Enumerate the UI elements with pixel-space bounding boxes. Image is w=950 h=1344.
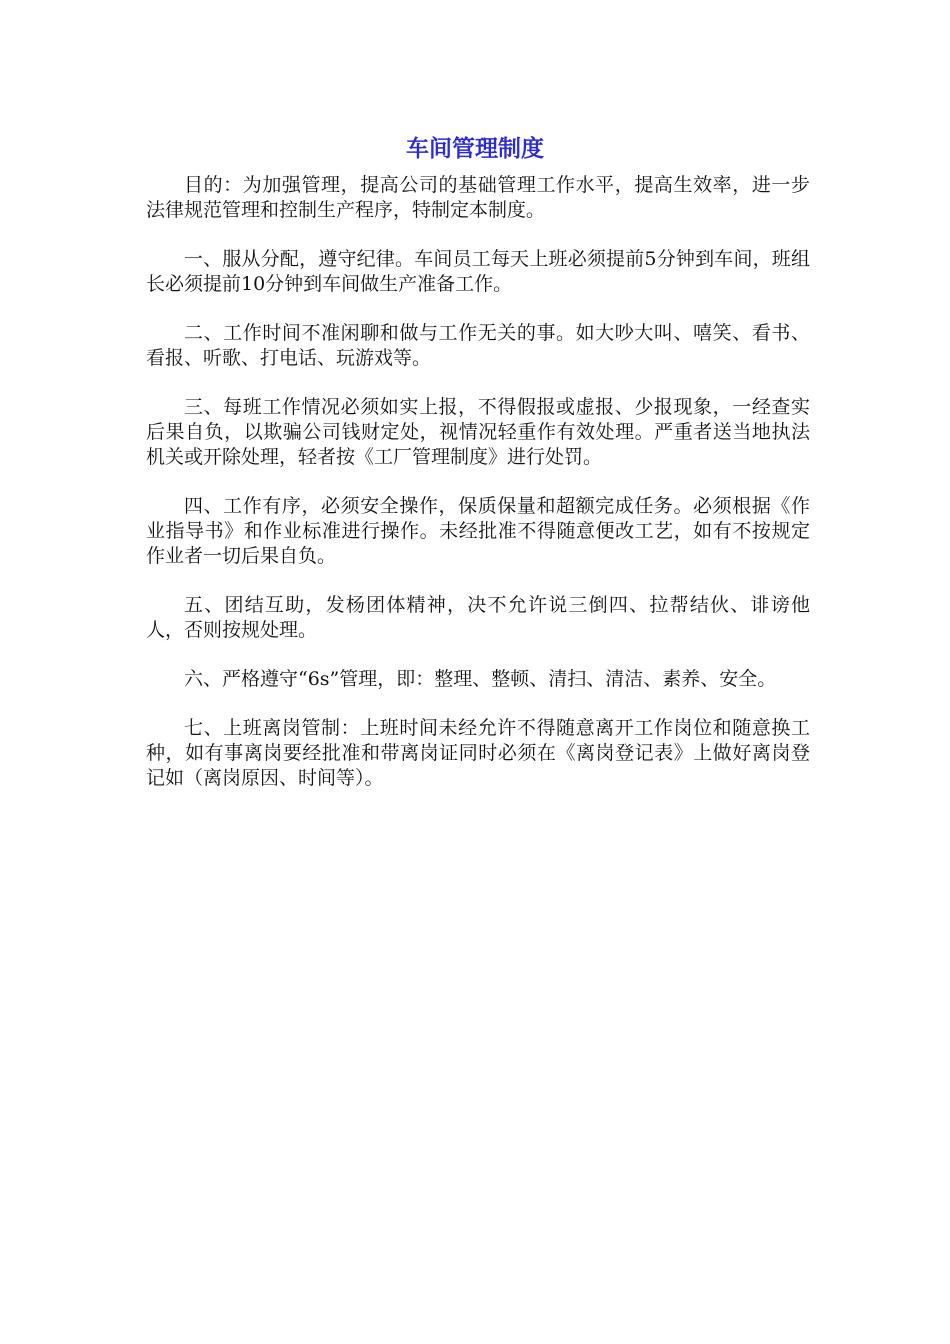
paragraph-rule-7: 七、上班离岗管制：上班时间未经允许不得随意离开工作岗位和随意换工种，如有事离岗要经批准和带离岗证同时必须在《离岗登记表》上做好离岗登记如（离岗原因、时间等）。 xyxy=(146,717,810,789)
document-title: 车间管理制度 xyxy=(406,136,544,162)
paragraph-rule-5: 五、团结互助，发杨团体精神，决不允许说三倒四、拉帮结伙、诽谤他人，否则按规处理。 xyxy=(146,594,810,641)
paragraph-rule-1: 一、服从分配，遵守纪律。车间员工每天上班必须提前5分钟到车间，班组长必须提前10分钟到车间做生产准备工作。 xyxy=(146,248,810,295)
paragraph-rule-2: 二、工作时间不准闲聊和做与工作无关的事。如大吵大叫、嘻笑、看书、看报、听歌、打电话、玩游戏等。 xyxy=(146,322,810,369)
paragraph-purpose: 目的：为加强管理，提高公司的基础管理工作水平，提高生效率，进一步法律规范管理和控制生产程序，特制定本制度。 xyxy=(146,174,810,221)
paragraph-rule-6: 六、严格遵守“6s”管理，即：整理、整顿、清扫、清洁、素养、安全。 xyxy=(184,668,777,690)
paragraph-rule-3: 三、每班工作情况必须如实上报，不得假报或虚报、少报现象，一经查实后果自负，以欺骗公司钱财定处，视情况轻重作有效处理。严重者送当地执法机关或开除处理，轻者按《工厂管理制度》进行处罚。 xyxy=(146,396,810,468)
document-body xyxy=(146,173,810,815)
paragraph-rule-4: 四、工作有序，必须安全操作，保质保量和超额完成任务。必须根据《作业指导书》和作业标准进行操作。未经批准不得随意便改工艺，如有不按规定作业者一切后果自负。 xyxy=(146,495,810,567)
